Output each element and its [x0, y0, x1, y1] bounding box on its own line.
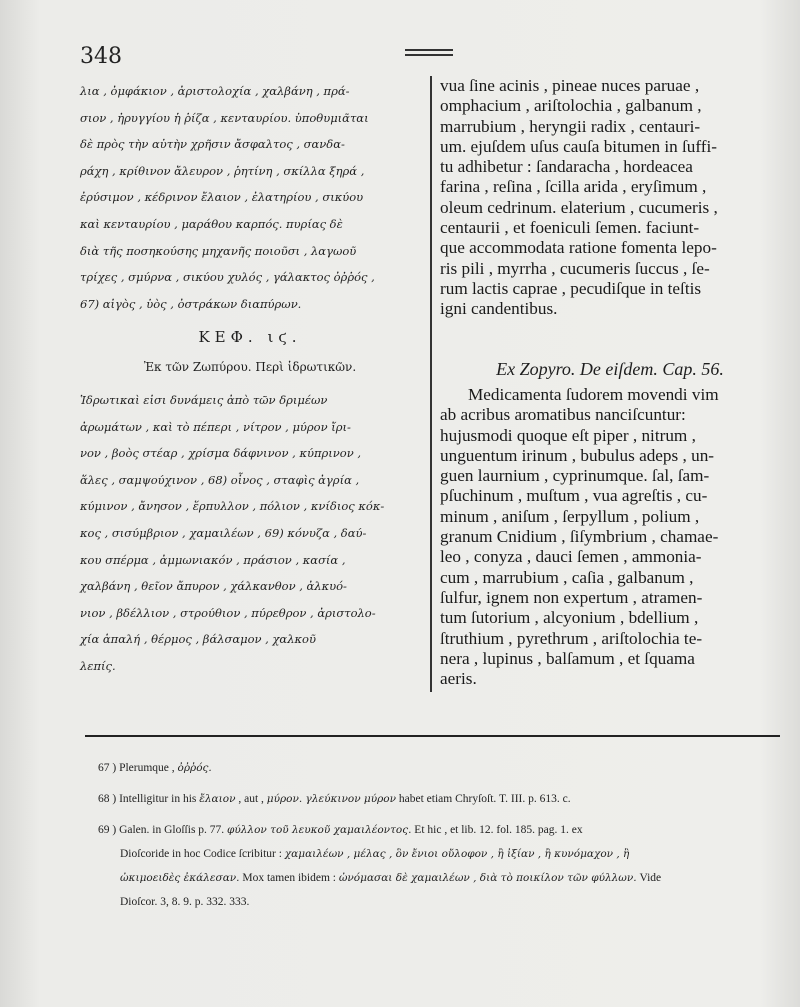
footnote-69-line4 [120, 896, 249, 908]
latin-line: nera , lupinus , balſamum , et ſquama [440, 648, 695, 668]
greek-line: τρίχες , σμύρνα , σικύου χυλός , γάλακτος ὀῤῥός , [80, 270, 375, 285]
latin-line: leo , conyza , dauci ſemen , ammonia- [440, 547, 702, 567]
footnote-text: 67 ) Plerumque , [98, 762, 175, 774]
latin-column-bottom [440, 385, 780, 689]
page-number: 348 [80, 44, 122, 69]
footnote-69-line3 [120, 872, 661, 884]
latin-line: Medicamenta ſudorem movendi vim [468, 385, 719, 404]
greek-line: κος , σισύμβριον , χαμαιλέων , 69) κόνυζα , δαύ- [80, 525, 367, 540]
column-divider [430, 76, 432, 692]
latin-line: tu adhibetur : ſandaracha , hordeacea [440, 157, 693, 177]
greek-line: κύμινον , ἄνησον , ἕρπυλλον , πόλιον , κνίδιος κόκ- [80, 499, 385, 514]
footnote-greek: ὠνόμασαι δὲ χαμαιλέων , διὰ τὸ ποικίλον τῶν φύλλων. [338, 872, 637, 884]
latin-line: um. ejuſdem uſus cauſa bitumen in ſuffi- [440, 136, 718, 156]
greek-line: διὰ τῆς ποσηκούσης μηχανῆς ποιοῦσι , λαγωοῦ [80, 243, 357, 258]
footnote-greek: μύρον. γλεύκινον μύρον [266, 793, 397, 805]
greek-line: Ἱδρωτικαὶ εἰσι δυνάμεις ἀπὸ τῶν δριμέων [80, 393, 328, 407]
latin-line: aeris. [440, 669, 477, 689]
footnote-text: habet etiam Chryſoſt. T. III. p. 613. c. [398, 793, 571, 805]
greek-line: καὶ κενταυρίου , μαράθου καρπός. πυρίας δὲ [80, 216, 343, 231]
header-double-rule [405, 49, 453, 56]
latin-line: marrubium , heryngii radix , centauri- [440, 116, 701, 136]
footnote-greek: φύλλον τοῦ λευκοῦ χαμαιλέοντος. [227, 824, 412, 836]
greek-line: χία ἁπαλή , θέρμος , βάλσαμον , χαλκοῦ [80, 632, 316, 647]
footnote-text: Mox tamen ibidem : [242, 872, 336, 884]
footnote-text: Dioſcoride in hoc Codice ſcribitur : [120, 848, 282, 860]
latin-line: ris pili , myrrha , cucumeris ſuccus , ſe- [440, 258, 710, 278]
latin-line: igni candentibus. [440, 299, 558, 319]
greek-line: νον , βοὸς στέαρ , χρίσμα δάφνινον , κύπρινον , [80, 446, 362, 461]
greek-line: λια , ὀμφάκιον , ἀριστολοχία , χαλβάνη , πρά- [80, 84, 350, 98]
footnote-greek: ὠκιμοειδὲς ἐκάλεσαν. [120, 872, 240, 884]
greek-line: ἀρωμάτων , καὶ τὸ πέπερι , νίτρον , μύρον ἴρι- [80, 419, 351, 434]
greek-line: 67) αἰγὸς , ὑὸς , ὀστράκων διαπύρων. [80, 296, 302, 311]
greek-line: χαλβάνη , θεῖον ἄπυρον , χάλκανθον , ἀλκυό- [80, 579, 347, 594]
greek-chapter-subheading: Ἐκ τῶν Ζωπύρου. Περὶ ἱδρωτικῶν. [143, 360, 357, 374]
greek-column-bottom [80, 387, 420, 680]
latin-line: omphacium , ariſtolochia , galbanum , [440, 96, 702, 116]
latin-line: cum , marrubium , caſia , galbanum , [440, 567, 694, 587]
greek-column-top [80, 78, 420, 317]
footnote-greek: χαμαιλέων , μέλας , ὃν ἔνιοι οὔλοφον , ἢ ἰξίαν , ἢ κυνόμαχον , ἢ [284, 848, 630, 860]
greek-chapter-heading: ΚΕΦ. ιϛ. [198, 328, 302, 346]
greek-line: λεπίς. [80, 658, 116, 673]
latin-column-top [440, 76, 780, 320]
greek-line: σιον , ἠρυγγίου ἡ ῥίζα , κενταυρίου. ὑποθυμιᾶται [80, 110, 369, 125]
latin-line: pſuchinum , muſtum , vua agreſtis , cu- [440, 486, 708, 506]
footnote-text: Vide [639, 872, 662, 884]
latin-line: tum ſutorium , alcyonium , bdellium , [440, 608, 699, 628]
latin-line: centaurii , et foeniculi ſemen. faciunt- [440, 218, 700, 238]
greek-line: κου σπέρμα , ἀμμωνιακόν , πράσιον , κασία , [80, 552, 346, 567]
latin-line: ſulfur, ignem non expertum , atramen- [440, 587, 703, 607]
footnote-text: , aut , [238, 793, 264, 805]
latin-line: hujusmodi quoque eſt piper , nitrum , [440, 425, 696, 445]
footnote-greek: ὀῤῥός. [177, 762, 212, 774]
latin-line: vua ſine acinis , pineae nuces paruae , [440, 76, 700, 95]
footnote-text: Et hic , et lib. 12. fol. 185. pag. 1. ex [414, 824, 583, 836]
greek-line: ἅλες , σαμψούχινον , 68) οἶνος , σταφὶς ἀγρία , [80, 472, 360, 487]
latin-chapter-heading: Ex Zopyro. De eiſdem. Cap. 56. [496, 359, 724, 379]
greek-line: ράχη , κρίθινον ἄλευρον , ῥητίνη , σκίλλα ξηρά , [80, 163, 365, 178]
latin-line: ab acribus aromatibus nanciſcuntur: [440, 405, 686, 425]
latin-line: guen laurnium , cyprinumque. ſal, ſam- [440, 466, 710, 486]
latin-line: que accommodata ratione fomenta lepo- [440, 238, 717, 258]
greek-line: νιον , βδέλλιον , στρούθιον , πύρεθρον , ἀριστολο- [80, 605, 376, 620]
latin-line: oleum cedrinum. elaterium , cucumeris , [440, 197, 718, 217]
greek-line: ἐρύσιμον , κέδρινον ἔλαιον , ἐλατηρίου , σικύου [80, 190, 364, 205]
footnote-69 [98, 824, 583, 836]
latin-line: granum Cnidium , ſiſymbrium , chamae- [440, 527, 719, 547]
latin-line: ſtruthium , pyrethrum , ariſtolochia te- [440, 628, 703, 648]
latin-line: rum lactis caprae , pecudiſque in teſtis [440, 278, 702, 298]
footnote-text: 68 ) Intelligitur in his [98, 793, 197, 805]
footnote-greek: ἔλαιον [199, 793, 236, 805]
latin-line: farina , reſina , ſcilla arida , eryſimum , [440, 177, 707, 197]
greek-line: δὲ πρὸς τὴν αὐτὴν χρῆσιν ἄσφαλτος , σανδα- [80, 137, 345, 152]
footnote-text: 69 ) Galen. in Gloſſis p. 77. [98, 824, 225, 836]
footnote-text: Dioſcor. 3, 8. 9. p. 332. 333. [120, 896, 250, 908]
footnote-69-line2 [120, 848, 629, 860]
latin-line: unguentum irinum , bubulus adeps , un- [440, 445, 715, 465]
footnote-67 [98, 762, 212, 774]
latin-line: minum , aniſum , ſerpyllum , polium , [440, 506, 700, 526]
footnote-68 [98, 793, 571, 805]
footnote-separator-rule [85, 735, 780, 737]
